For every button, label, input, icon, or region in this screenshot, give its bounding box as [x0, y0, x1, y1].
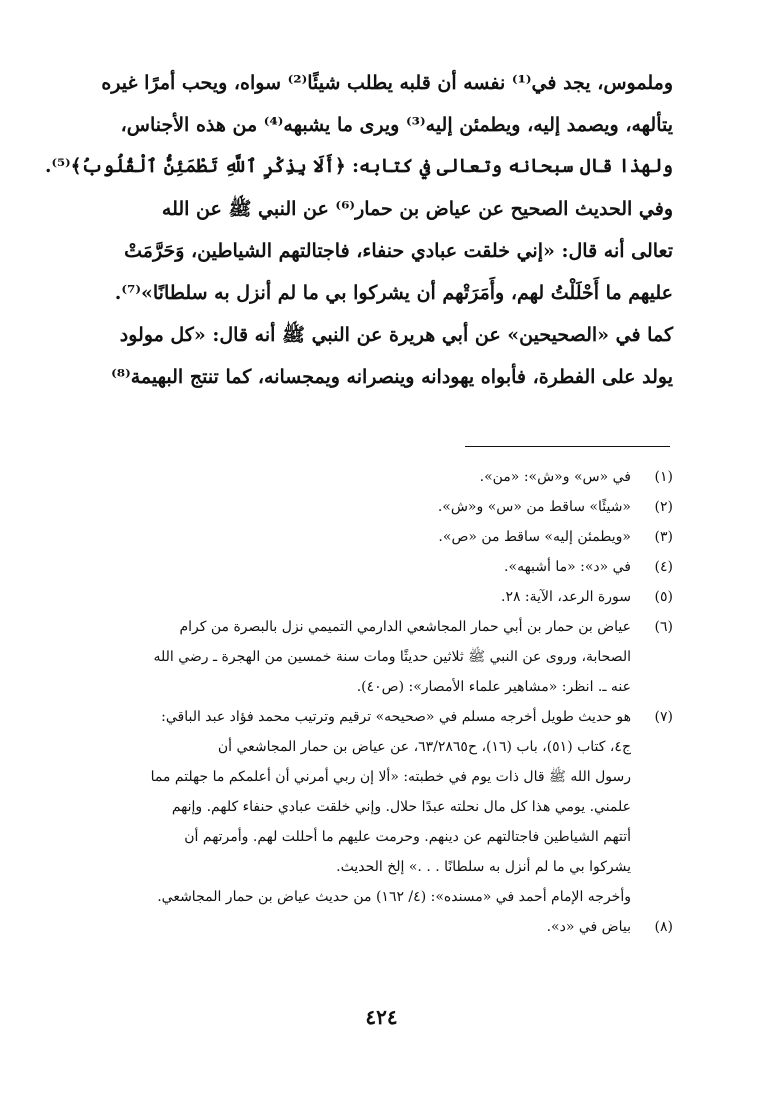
footnote-text: بياض في «د». [546, 919, 631, 935]
footnote-7 [40, 702, 673, 912]
footnote-text: وأخرجه الإمام أحمد في «مسنده»: (٤/ ١٦٢) من حديث عياض بن حمار المجاشعي. [157, 889, 631, 905]
footnote-text: عياض بن حمار بن أبي حمار المجاشعي الدارمي التميمي نزل بالبصرة من كرام [179, 619, 631, 635]
footnote-text: أتتهم الشياطين فاجتالتهم عن دينهم. وحرمت عليهم ما أحللت لهم. وأمرتهم أن [184, 829, 631, 845]
footnote-6 [40, 612, 673, 702]
footnote-text: «ويطمئن إليه» ساقط من «ص». [438, 529, 631, 545]
footnote-text: هو حديث طويل أخرجه مسلم في «صحيحه» ترقيم وترتيب محمد فؤاد عبد الباقي: [161, 709, 631, 725]
footnote-text: «شيئًا» ساقط من «س» و«ش». [437, 499, 631, 515]
footnotes [40, 462, 673, 942]
main-line: عليهم ما أَحْلَلْتُ لهم، وأَمَرَتْهم أن يشركوا بي ما لم أنزل به سلطانًا»⁽⁷⁾. [114, 282, 673, 304]
footnote-number: (٧) [654, 709, 673, 725]
footnote-text: يشركوا بي ما لم أنزل به سلطانًا . . .» إلخ الحديث. [336, 859, 631, 875]
footnote-number: (١) [654, 469, 673, 485]
footnote-number: (٨) [654, 919, 673, 935]
main-line: يولد على الفطرة، فأبواه يهودانه وينصرانه ويمجسانه، كما تنتج البهيمة⁽⁸⁾ [111, 366, 673, 388]
footnote-number: (٣) [654, 529, 673, 545]
footnote-text: في «س» و«ش»: «من». [479, 469, 631, 485]
main-line: وفي الحديث الصحيح عن عياض بن حمار⁽⁶⁾ عن النبي ﷺ عن الله [161, 198, 673, 220]
footnote-8 [40, 912, 673, 942]
footnote-text: سورة الرعد، الآية: ٢٨. [500, 589, 631, 605]
footnote-number: (٤) [654, 559, 673, 575]
main-line: وملموس، يجد في⁽¹⁾ نفسه أن قلبه يطلب شيئًا⁽²⁾ سواه، ويحب أمرًا غيره [101, 72, 673, 94]
main-text [40, 62, 673, 398]
footnote-text: عنه ـ. انظر: «مشاهير علماء الأمصار»: (ص٤٠). [356, 679, 631, 695]
footnote-text: علمني. يومي هذا كل مال نحلته عبدًا حلال. وإني خلقت عبادي حنفاء كلهم. وإنهم [171, 799, 631, 815]
footnote-text: في «د»: «ما أشبهه». [504, 559, 631, 575]
main-line: يتألهه، ويصمد إليه، ويطمئن إليه⁽³⁾ ويرى ما يشبهه⁽⁴⁾ من هذه الأجناس، [120, 114, 673, 136]
footnote-5 [40, 582, 673, 612]
footnote-divider [465, 446, 670, 447]
footnote-text: الصحابة، وروى عن النبي ﷺ ثلاثين حديثًا ومات سنة خمسين من الهجرة ـ رضي الله [153, 649, 631, 665]
footnote-number: (٢) [654, 499, 673, 515]
footnote-3 [40, 522, 673, 552]
main-line: كما في «الصحيحين» عن أبي هريرة عن النبي ﷺ أنه قال: «كل مولود [119, 324, 673, 346]
footnote-number: (٦) [654, 619, 673, 635]
footnote-text: رسول الله ﷺ قال ذات يوم في خطبته: «ألا إن ربي أمرني أن أعلمكم ما جهلتم مما [150, 769, 631, 785]
main-line: ولهذا قال سبحانه وتعالى في كتابه: ﴿أَلَا بِذِكْرِ ٱللَّهِ تَطْمَئِنُّ ٱلْقُلُوبُ﴾⁽⁵⁾. [45, 156, 673, 177]
footnote-2 [40, 492, 673, 522]
page-number: ٤٢٤ [365, 1005, 398, 1029]
footnote-text: ج٤، كتاب (٥١)، باب (١٦)، ح٦٣/٢٨٦٥، عن عياض بن حمار المجاشعي أن [217, 739, 631, 755]
main-line: تعالى أنه قال: «إني خلقت عبادي حنفاء، فاجتالتهم الشياطين، وَحَرَّمَتْ [124, 240, 673, 262]
footnote-1 [40, 462, 673, 492]
footnote-4 [40, 552, 673, 582]
footnote-number: (٥) [654, 589, 673, 605]
